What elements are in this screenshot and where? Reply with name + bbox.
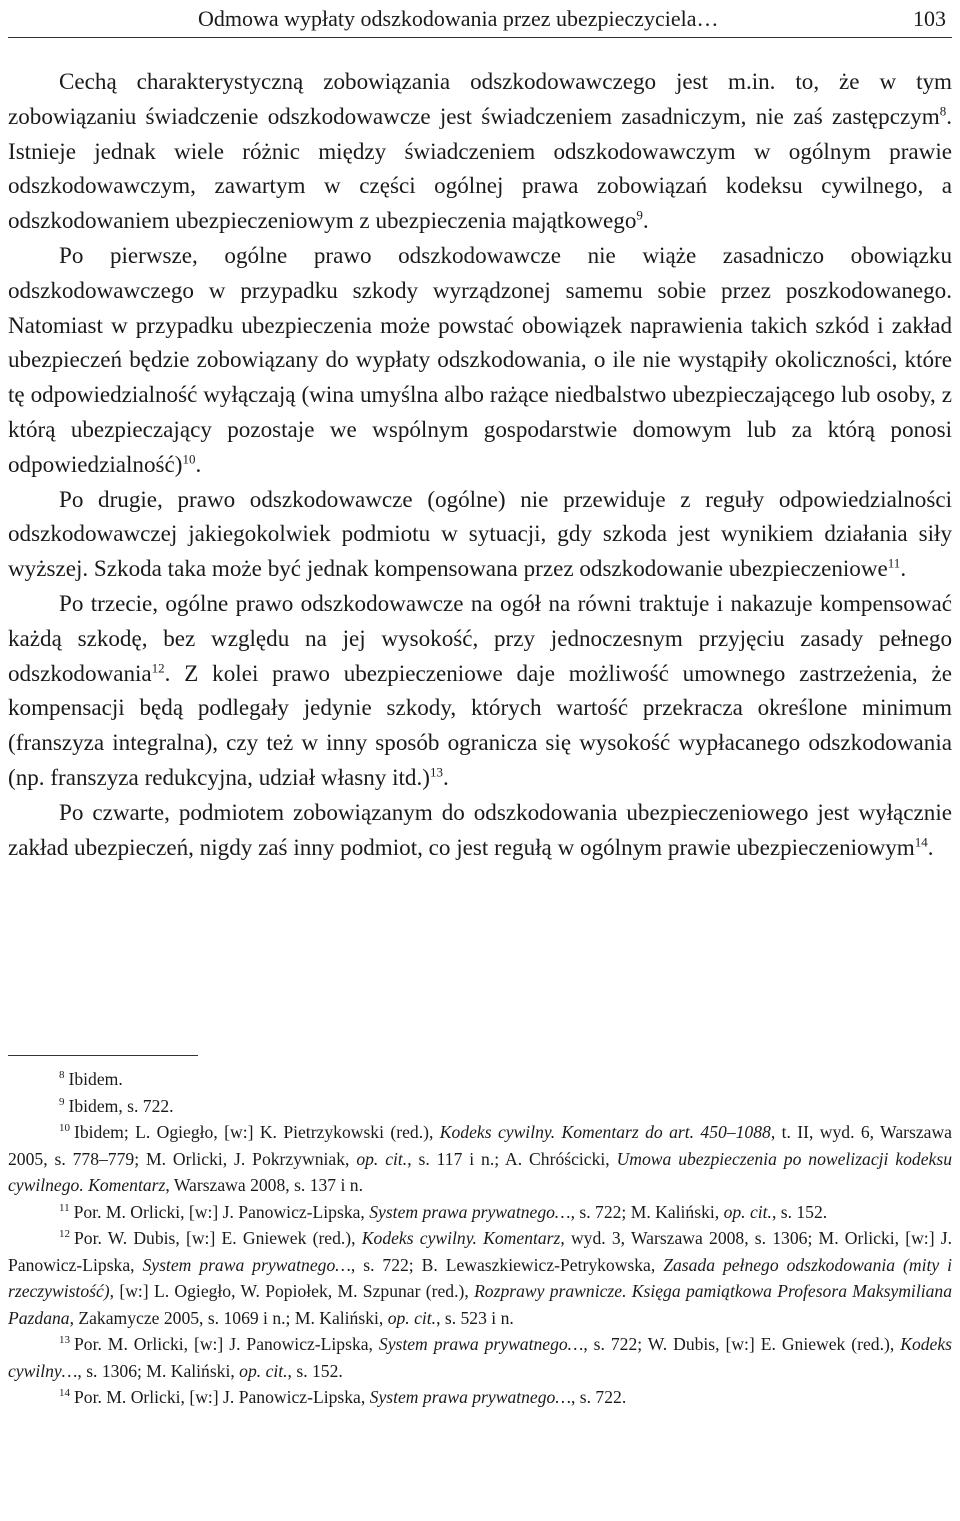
paragraph-2: Po pierwsze, ogólne prawo odszkodowawcze nie wiąże zasadniczo obowiązku odszkodowawczego w przypadku szkody wyrządzonej samemu sobie przez poszkodowanego. Natomiast w przypadku ubezpieczenia może powstać obowiązek naprawienia takich szkód i zakład ubezpieczeń będzie zobowiązany do wypłaty odszkodowania, o ile nie wystąpiły okoliczności, które tę odpowiedzialność wyłączają (wina umyślna albo rażące niedbalstwo ubezpieczającego lub osoby, z którą ubezpieczający pozostaje we wspólnym gospodarstwie domowym lub za którą ponosi odpowiedzialność)$^{10}$. (8, 241, 952, 477)
main-text (8, 64, 952, 864)
footnote-ref-11[interactable]: 11 (887, 555, 901, 571)
footnote-12: $^{12}$ Por. W. Dubis, [w:] E. Gniewek (red.), Kodeks cywilny. Komentarz, wyd. 3, Warszawa 2008, s. 1306; M. Orlicki, [w:] J. Panowicz-Lipska, System prawa prywatnego…, s. 722; B. Lewaszkiewicz-Petrykowska, Zasada pełnego odszkodowania (mity i rzeczywistość), [w:] L. Ogiegło, W. Popiołek, M. Szpunar (red.), Rozprawy prawnicze. Księga pamiątkowa Profesora Maksymiliana Pazdana, Zakamycze 2005, s. 1069 i n.; M. Kaliński, op. cit., s. 523 i n. (8, 1228, 952, 1328)
footnote-9: $^9$ Ibidem, s. 722. (59, 1095, 174, 1116)
running-header (8, 6, 952, 36)
footnote-ref-8[interactable]: 8 (939, 103, 947, 119)
footnote-ref-9[interactable]: 9 (636, 207, 643, 223)
paragraph-1: Cechą charakterystyczną zobowiązania odszkodowawczego jest m.in. to, że w tym zobowiązaniu świadczenie odszkodowawcze jest świadczeniem zasadniczym, nie zaś zastępczym$^8$. Istnieje jednak wiele różnic między świadczeniem odszkodowawczym w ogólnym prawie odszkodowawczym, zawartym w części ogólnej prawa zobowiązań kodeksu cywilnego, a odszkodowaniem ubezpieczeniowym z ubezpieczenia majątkowego$^9$. (8, 68, 952, 234)
footnote-ref-13[interactable]: 13 (429, 764, 443, 780)
footnote-11: $^{11}$ Por. M. Orlicki, [w:] J. Panowicz-Lipska, System prawa prywatnego…, s. 722; M. Kaliński, op. cit., s. 152. (59, 1201, 828, 1222)
footnote-ref-12[interactable]: 12 (151, 659, 165, 675)
footnote-13: $^{13}$ Por. M. Orlicki, [w:] J. Panowicz-Lipska, System prawa prywatnego…, s. 722; W. Dubis, [w:] E. Gniewek (red.), Kodeks cywilny…, s. 1306; M. Kaliński, op. cit., s. 152. (8, 1334, 952, 1381)
page-number: 103 (913, 6, 946, 31)
running-title: Odmowa wypłaty odszkodowania przez ubezpieczyciela… (198, 6, 719, 31)
footnote-separator (8, 1055, 198, 1056)
footnotes (8, 1066, 952, 1411)
footnote-14: $^{14}$ Por. M. Orlicki, [w:] J. Panowicz-Lipska, System prawa prywatnego…, s. 722. (59, 1387, 627, 1407)
paragraph-3: Po drugie, prawo odszkodowawcze (ogólne) nie przewiduje z reguły odpowiedzialności odszkodowawczej jakiegokolwiek podmiotu w sytuacji, gdy szkoda jest wynikiem działania siły wyższej. Szkoda taka może być jednak kompensowana przez odszkodowanie ubezpieczeniowe$^{11}$. (8, 485, 952, 582)
paragraph-4: Po trzecie, ogólne prawo odszkodowawcze na ogół na równi traktuje i nakazuje kompensować każdą szkodę, bez względu na jej wysokość, przy jednoczesnym przyjęciu zasady pełnego odszkodowania$^{12}$. Z kolei prawo ubezpieczeniowe daje możliwość umownego zastrzeżenia, że kompensacji będą podlegały jedynie szkody, których wartość przekracza określone minimum (franszyza integralna), czy też w inny sposób ogranicza się wysokość wypłacanego odszkodowania (np. franszyza redukcyjna, udział własny itd.)$^{13}$. (8, 589, 952, 790)
footnote-ref-10[interactable]: 10 (182, 451, 196, 467)
paragraph-5: Po czwarte, podmiotem zobowiązanym do odszkodowania ubezpieczeniowego jest wyłącznie zakład ubezpieczeń, nigdy zaś inny podmiot, co jest regułą w ogólnym prawie ubezpieczeniowym$^{14}$. (8, 798, 952, 860)
header-rule (8, 37, 952, 38)
footnote-8: $^8$ Ibidem. (59, 1069, 123, 1089)
footnote-10: $^{10}$ Ibidem; L. Ogiegło, [w:] K. Pietrzykowski (red.), Kodeks cywilny. Komentarz do art. 450–1088, t. II, wyd. 6, Warszawa 2005, s. 778–779; M. Orlicki, J. Pokrzywniak, op. cit., s. 117 i n.; A. Chróścicki, Umowa ubezpieczenia po nowelizacji kodeksu cywilnego. Komentarz, Warszawa 2008, s. 137 i n. (8, 1122, 952, 1195)
footnote-ref-14[interactable]: 14 (914, 833, 928, 849)
